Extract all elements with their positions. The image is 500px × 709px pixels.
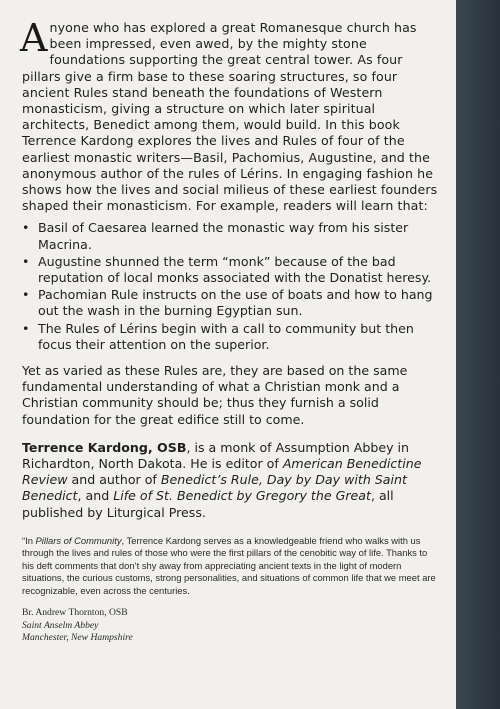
- author-name: Terrence Kardong, OSB: [22, 439, 187, 455]
- bullet-icon: •: [22, 320, 30, 336]
- bio-text: , is a monk of Assumption Abbey in Richardton, North Dakota. He is editor of: [22, 439, 410, 472]
- list-item-text: Pachomian Rule instructs on the use of boats and how to hang out the wash in the burning Egyptian sun.: [38, 287, 433, 319]
- closing-paragraph: Yet as varied as these Rules are, they are based on the same fundamental understanding of what a Christian monk and a Christian community should be; thus they furnish a solid foundation for the great edifice still to come.: [22, 363, 408, 427]
- bio-text: and author of: [67, 472, 161, 488]
- list-item-text: Augustine shunned the term “monk” because of the bad reputation of local monks associated with the Donatist heresy.: [38, 253, 432, 286]
- bullet-icon: •: [22, 253, 30, 269]
- list-item-text: Basil of Caesarea learned the monastic way from his sister Macrina.: [38, 220, 409, 252]
- list-item: [22, 321, 438, 353]
- bio-text: , all published by Liturgical Press.: [22, 488, 394, 520]
- endorser-name: Br. Andrew Thornton, OSB: [22, 606, 128, 618]
- bullet-icon: •: [22, 287, 30, 303]
- work-title: Life of St. Benedict by Gregory the Great: [113, 488, 371, 504]
- book-spine-edge: [456, 0, 500, 709]
- bio-text: , and: [77, 488, 114, 504]
- list-item: [22, 254, 438, 286]
- intro-paragraph: [20, 16, 438, 214]
- intro-text: nyone who has explored a great Romanesque church has been impressed, even awed, by the mighty stone foundations supporting the great central tower. As four pillars give a firm base to these soaring structures, so four ancient Rules stand beneath the foundations of Western monasticism, giving a structure on which later spiritual architects, Benedict among them, would build. In this book Terrence Kardong explores the lives and Rules of four of the earliest monastic writers—Basil, Pachomius, Augustine, and the anonymous author of the rules of Lérins. In engaging fashion he shows how the lives and social milieus of these earliest founders shaped their monasticism. For example, readers will learn that:: [22, 20, 438, 214]
- quote-text: “In: [22, 534, 36, 546]
- list-item: [22, 287, 438, 319]
- endorser-organization: Saint Anselm Abbey: [22, 619, 99, 631]
- quote-text: , Terrence Kardong serves as a knowledgeable friend who walks with us through the lives and rules of those who were the first pillars of the cenobitic way of life. Thanks to his deft comments that don’t shy away from appreciating ancient texts in the light of modern situations, the curious customs, strong personalities, and situations of common life that we meet are recognizable, even across the centuries.: [22, 534, 436, 596]
- endorser-location: Manchester, New Hampshire: [22, 632, 133, 644]
- drop-cap: A: [20, 16, 48, 60]
- cover-text: [20, 16, 438, 645]
- work-title: American Benedictine Review: [22, 456, 422, 488]
- bullet-list: [22, 220, 438, 353]
- book-title: Pillars of Community: [35, 534, 122, 546]
- bullet-icon: •: [22, 220, 30, 236]
- author-bio: [22, 440, 438, 521]
- work-title: Benedict’s Rule, Day by Day with Saint Benedict: [22, 472, 407, 504]
- list-item: [22, 220, 438, 252]
- endorsement-quote: [22, 535, 438, 597]
- list-item-text: The Rules of Lérins begin with a call to community but then focus their attention on the superior.: [38, 320, 414, 352]
- endorsement-attribution: [22, 607, 438, 645]
